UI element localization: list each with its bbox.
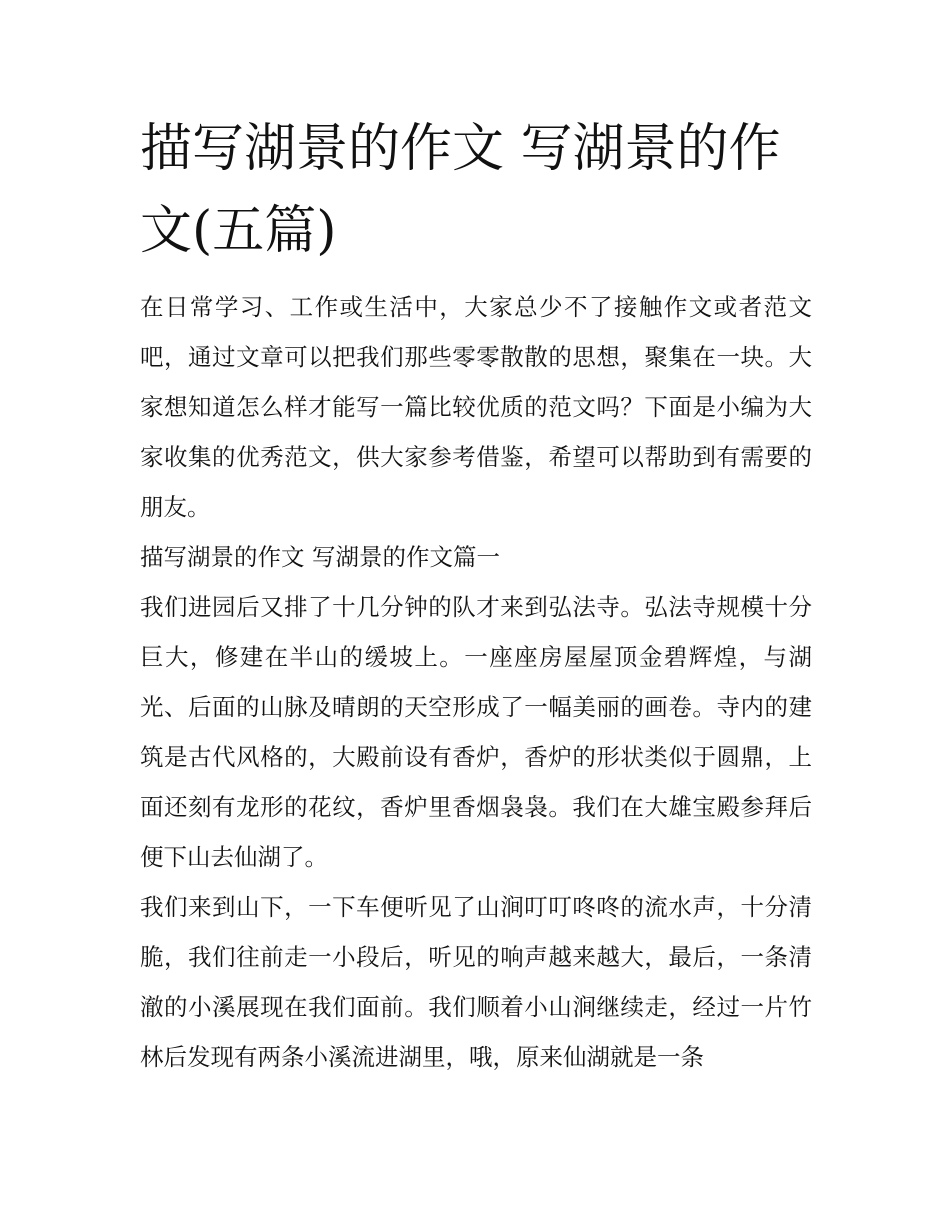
document-page (140, 108, 812, 1082)
body-paragraph-2: 我们来到山下，一下车便听见了山涧叮叮咚咚的流水声，十分清脆，我们往前走一小段后，听见的响声越来越大，最后，一条清澈的小溪展现在我们面前。我们顺着小山涧继续走，经过一片竹林后发现有两条小溪流进湖里，哦，原来仙湖就是一条 (140, 893, 812, 1071)
document-title: 描写湖景的作文 写湖景的作文(五篇) (140, 119, 781, 261)
section-heading: 描写湖景的作文 写湖景的作文篇一 (140, 543, 500, 571)
intro-paragraph: 在日常学习、工作或生活中，大家总少不了接触作文或者范文吧，通过文章可以把我们那些零零散散的思想，聚集在一块。大家想知道怎么样才能写一篇比较优质的范文吗？下面是小编为大家收集的优秀范文，供大家参考借鉴，希望可以帮助到有需要的朋友。 (140, 293, 812, 521)
body-paragraph-1: 我们进园后又排了十几分钟的队才来到弘法寺。弘法寺规模十分巨大，修建在半山的缓坡上。一座座房屋屋顶金碧辉煌，与湖光、后面的山脉及晴朗的天空形成了一幅美丽的画卷。寺内的建筑是古代风格的，大殿前设有香炉，香炉的形状类似于圆鼎，上面还刻有龙形的花纹，香炉里香烟袅袅。我们在大雄宝殿参拜后便下山去仙湖了。 (140, 593, 812, 871)
